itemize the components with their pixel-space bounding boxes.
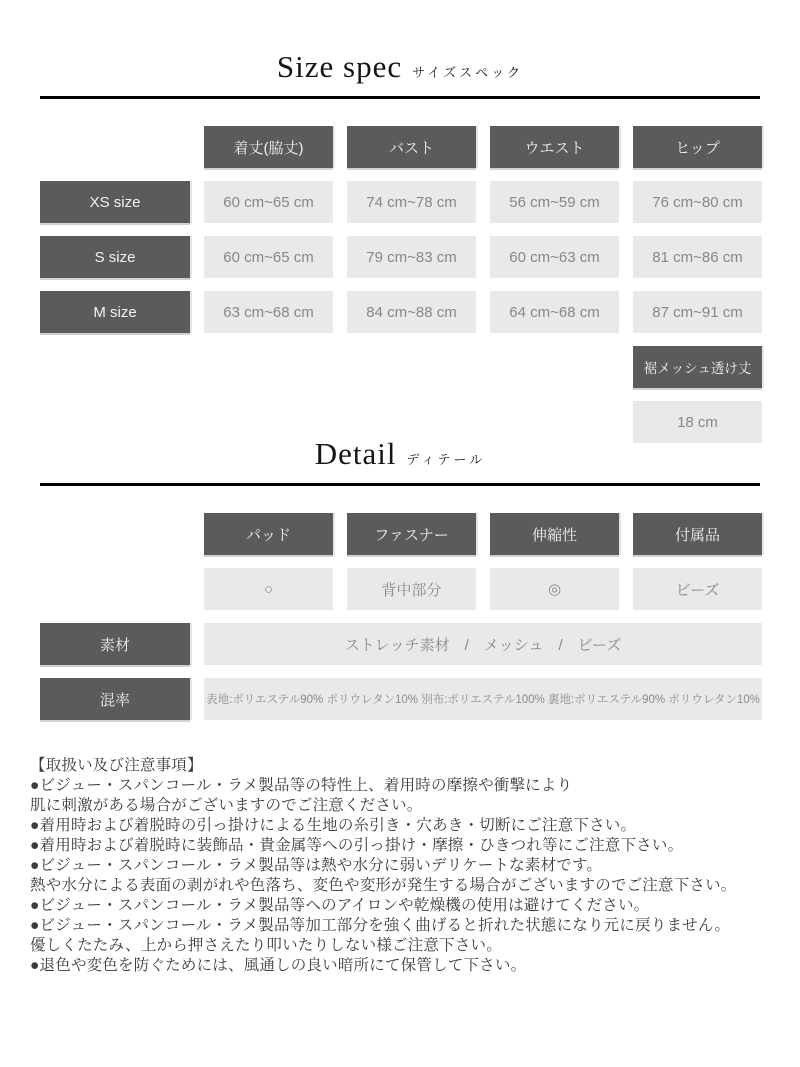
size-cell-xs-hip: 76 cm~80 cm <box>633 181 762 223</box>
blend-label: 混率 <box>40 678 190 720</box>
detail-cell-accessory: ビーズ <box>633 568 762 610</box>
size-table <box>40 126 762 443</box>
size-spec-divider <box>40 96 760 99</box>
size-cell-xs-length: 60 cm~65 cm <box>204 181 333 223</box>
size-spec-title <box>0 0 800 85</box>
detail-col-header-stretch: 伸縮性 <box>490 513 619 555</box>
material-value: ストレッチ素材 / メッシュ / ビーズ <box>204 623 762 665</box>
size-cell-m-waist: 64 cm~68 cm <box>490 291 619 333</box>
note-line: ●着用時および着脱時の引っ掛けによる生地の糸引き・穴あき・切断にご注意下さい。 <box>30 816 637 834</box>
material-label: 素材 <box>40 623 190 665</box>
note-line: 優しくたたみ、上から押さえたり叩いたりしない様ご注意下さい。 <box>30 936 502 954</box>
size-col-header-bust: バスト <box>347 126 476 168</box>
note-line: ●ビジュー・スパンコール・ラメ製品等へのアイロンや乾燥機の使用は避けてください。 <box>30 896 650 914</box>
size-cell-m-length: 63 cm~68 cm <box>204 291 333 333</box>
size-row-label-m: M size <box>40 291 190 333</box>
detail-title-ja: ディテール <box>406 452 486 467</box>
detail-cell-pad: ○ <box>204 568 333 610</box>
detail-title-en: Detail <box>314 436 397 471</box>
size-col-header-length: 着丈(脇丈) <box>204 126 333 168</box>
detail-divider <box>40 483 760 486</box>
detail-table <box>40 513 762 720</box>
size-cell-s-waist: 60 cm~63 cm <box>490 236 619 278</box>
note-line: ●ビジュー・スパンコール・ラメ製品等の特性上、着用時の摩擦や衝撃により <box>30 776 573 794</box>
detail-col-header-pad: パッド <box>204 513 333 555</box>
size-col-header-hip: ヒップ <box>633 126 762 168</box>
note-line: ●退色や変色を防ぐためには、風通しの良い暗所にて保管して下さい。 <box>30 956 527 974</box>
size-cell-s-length: 60 cm~65 cm <box>204 236 333 278</box>
detail-col-header-fastener: ファスナー <box>347 513 476 555</box>
hem-mesh-header: 裾メッシュ透け丈 <box>633 346 762 388</box>
size-table-corner-spacer <box>40 126 190 168</box>
detail-cell-fastener: 背中部分 <box>347 568 476 610</box>
size-cell-xs-bust: 74 cm~78 cm <box>347 181 476 223</box>
size-cell-m-bust: 84 cm~88 cm <box>347 291 476 333</box>
note-line: 熱や水分による表面の剥がれや色落ち、変色や変形が発生する場合がございますのでご注意下さい。 <box>30 876 737 894</box>
detail-table-corner-spacer <box>40 513 190 555</box>
size-spec-title-ja: サイズスペック <box>412 65 524 80</box>
care-notes <box>30 756 775 976</box>
note-line: ●着用時および着脱時に装飾品・貴金属等への引っ掛け・摩擦・ひきつれ等にご注意下さい。 <box>30 836 684 854</box>
detail-row-spacer <box>40 568 190 610</box>
note-line: ●ビジュー・スパンコール・ラメ製品等は熱や水分に弱いデリケートな素材です。 <box>30 856 603 874</box>
blend-value: 表地:ポリエステル90% ポリウレタン10% 別布:ポリエステル100% 裏地:ポリエステル90% ポリウレタン10% <box>204 678 762 720</box>
size-row-label-s: S size <box>40 236 190 278</box>
size-cell-xs-waist: 56 cm~59 cm <box>490 181 619 223</box>
size-cell-s-hip: 81 cm~86 cm <box>633 236 762 278</box>
note-line: 肌に刺激がある場合がございますのでご注意ください。 <box>30 796 423 814</box>
size-col-header-waist: ウエスト <box>490 126 619 168</box>
detail-col-header-accessory: 付属品 <box>633 513 762 555</box>
size-spec-title-en: Size spec <box>276 49 403 84</box>
size-cell-m-hip: 87 cm~91 cm <box>633 291 762 333</box>
note-line: ●ビジュー・スパンコール・ラメ製品等加工部分を強く曲げると折れた状態になり元に戻りません。 <box>30 916 731 934</box>
hem-mesh-value: 18 cm <box>633 401 762 443</box>
notes-heading: 【取扱い及び注意事項】 <box>30 757 203 774</box>
detail-cell-stretch: ◎ <box>490 568 619 610</box>
size-row-label-xs: XS size <box>40 181 190 223</box>
size-cell-s-bust: 79 cm~83 cm <box>347 236 476 278</box>
